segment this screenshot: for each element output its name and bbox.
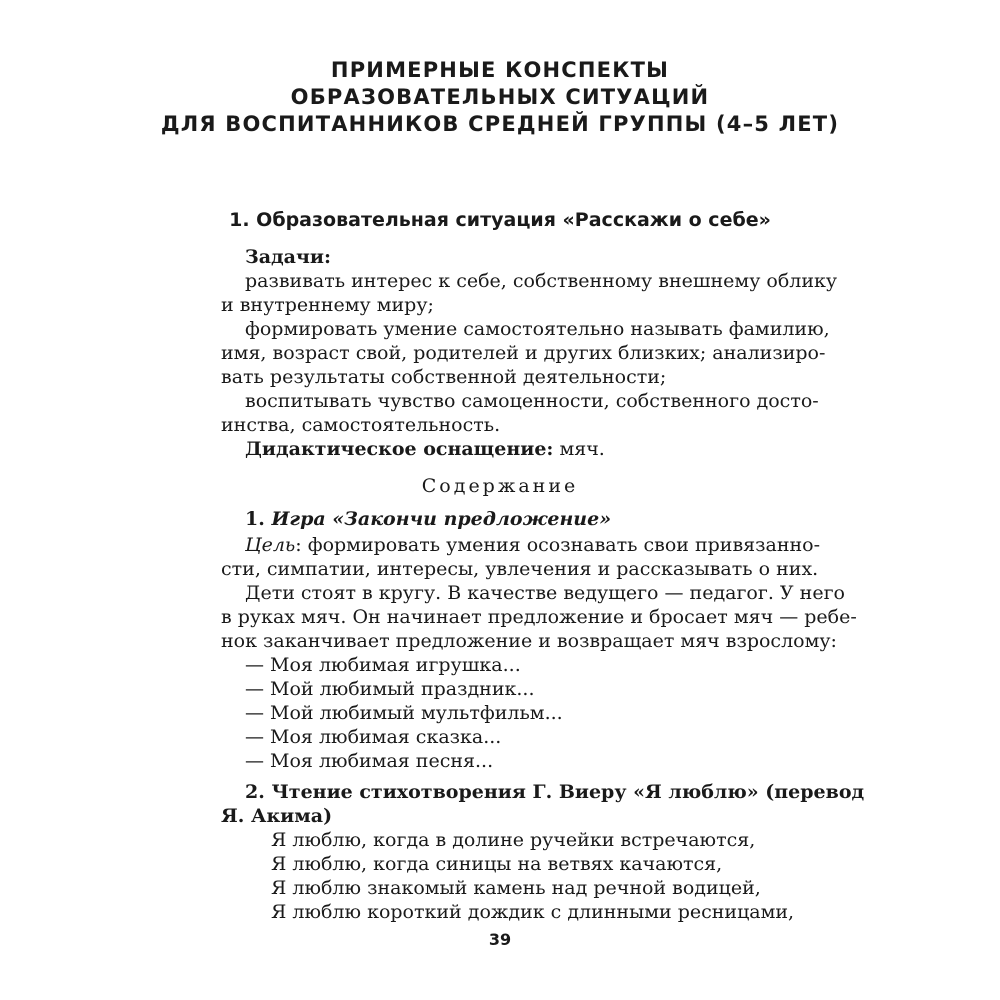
goal-text: : формировать умения осознавать свои привязанно- — [295, 534, 821, 556]
list-item: — Моя любимая песня... — [245, 750, 494, 772]
list-item: — Мой любимый мультфильм... — [245, 702, 563, 724]
section-title: 1. Образовательная ситуация «Расскажи о себе» — [229, 209, 771, 231]
equipment-label: Дидактическое оснащение: — [245, 438, 554, 460]
game-goal-line: сти, симпатии, интересы, увлечения и рассказывать о них. — [221, 558, 819, 580]
game-goal-line — [245, 534, 821, 556]
chapter-title-line-2: ОБРАЗОВАТЕЛЬНЫХ СИТУАЦИЙ — [290, 85, 710, 109]
poem-line: Я люблю знакомый камень над речной водицей, — [271, 877, 761, 899]
tasks-label: Задачи: — [245, 246, 332, 268]
list-item: — Моя любимая сказка... — [245, 726, 502, 748]
contents-heading: Содержание — [421, 475, 579, 497]
game-heading — [245, 508, 611, 530]
chapter-title-line-3: ДЛЯ ВОСПИТАННИКОВ СРЕДНЕЙ ГРУППЫ (4–5 ЛЕТ) — [160, 112, 840, 136]
poem-line: Я люблю, когда в долине ручейки встречаются, — [271, 829, 756, 851]
tasks-line: инства, самостоятельность. — [221, 414, 501, 436]
tasks-line: вать результаты собственной деятельности; — [221, 366, 667, 388]
game-text-line: нок заканчивает предложение и возвращает мяч взрослому: — [221, 630, 837, 652]
game-number: 1. — [245, 508, 272, 530]
tasks-line: развивать интерес к себе, собственному внешнему облику — [245, 270, 838, 292]
game-text-line: Дети стоят в кругу. В качестве ведущего — педагог. У него — [245, 582, 845, 604]
tasks-line: формировать умение самостоятельно называть фамилию, — [245, 318, 830, 340]
reading-title-line-2: Я. Акима) — [221, 805, 333, 827]
poem-line: Я люблю, когда синицы на ветвях качаются, — [271, 853, 723, 875]
game-title: Игра «Закончи предложение» — [271, 508, 612, 530]
tasks-line: имя, возраст свой, родителей и других близких; анализиро- — [221, 342, 826, 364]
reading-title-line-1: 2. Чтение стихотворения Г. Виеру «Я люблю» (перевод — [245, 781, 865, 803]
page-number: 39 — [488, 930, 512, 949]
tasks-line: и внутреннему миру; — [221, 294, 434, 316]
goal-label: Цель — [245, 534, 296, 556]
list-item: — Мой любимый праздник... — [245, 678, 535, 700]
equipment-value: мяч. — [553, 438, 605, 460]
game-text-line: в руках мяч. Он начинает предложение и бросает мяч — ребе- — [221, 606, 857, 628]
list-item: — Моя любимая игрушка... — [245, 654, 521, 676]
chapter-title-line-1: ПРИМЕРНЫЕ КОНСПЕКТЫ — [330, 58, 670, 82]
poem-line: Я люблю короткий дождик с длинными ресницами, — [271, 901, 795, 923]
equipment-line — [245, 438, 605, 460]
tasks-line: воспитывать чувство самоценности, собственного досто- — [245, 390, 819, 412]
